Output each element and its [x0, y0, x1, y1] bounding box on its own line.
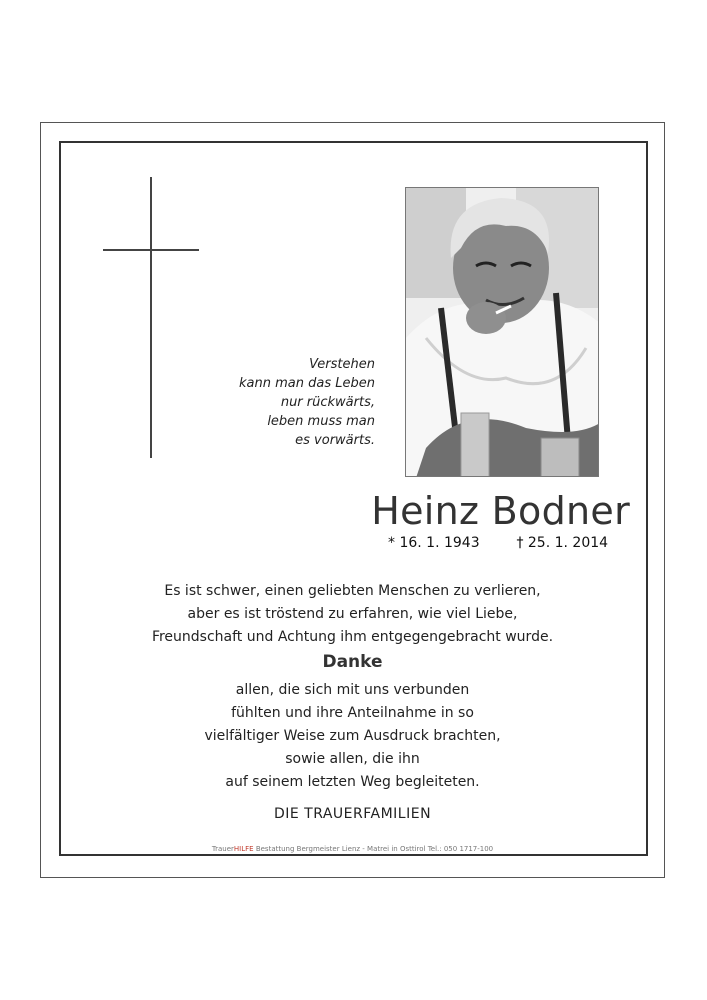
life-dates: [388, 535, 608, 551]
quote-line: nur rückwärts,: [280, 395, 375, 410]
quote-block: [200, 355, 375, 450]
cross-vertical-bar: [150, 177, 152, 458]
death-date: † 25. 1. 2014: [516, 535, 609, 551]
portrait-photo: [405, 187, 599, 477]
thanks-line: fühlten und ihre Anteilnahme in so: [231, 705, 474, 721]
message-line: Freundschaft und Achtung ihm entgegengebracht wurde.: [151, 629, 554, 645]
thanks-line: sowie allen, die ihn: [285, 751, 420, 767]
birth-date: * 16. 1. 1943: [388, 535, 480, 551]
message-line: aber es ist tröstend zu erfahren, wie viel Liebe,: [187, 606, 518, 622]
quote-line: leben muss man: [267, 414, 375, 429]
message-block: [60, 580, 645, 649]
footer-text: Bestattung Bergmeister Lienz - Matrei in Osttirol Tel.: 050 1717-100: [253, 845, 494, 853]
thanks-line: auf seinem letzten Weg begleiteten.: [225, 774, 480, 790]
quote-line: Verstehen: [309, 357, 375, 372]
thanks-line: vielfältiger Weise zum Ausdruck brachten,: [204, 728, 501, 744]
quote-line: kann man das Leben: [239, 376, 375, 391]
signature-family: DIE TRAUERFAMILIEN: [273, 806, 432, 822]
message-line: Es ist schwer, einen geliebten Menschen zu verlieren,: [164, 583, 541, 599]
footer-prefix: Trauer: [211, 845, 234, 853]
thanks-heading: Danke: [322, 652, 383, 672]
footer-accent: HILFE: [233, 845, 254, 853]
cross-horizontal-bar: [103, 249, 199, 251]
quote-line: es vorwärts.: [295, 433, 375, 448]
deceased-name: Heinz Bodner: [371, 489, 630, 533]
funeral-home-footer: [60, 845, 645, 853]
thanks-block: [60, 679, 645, 794]
thanks-line: allen, die sich mit uns verbunden: [235, 682, 470, 698]
